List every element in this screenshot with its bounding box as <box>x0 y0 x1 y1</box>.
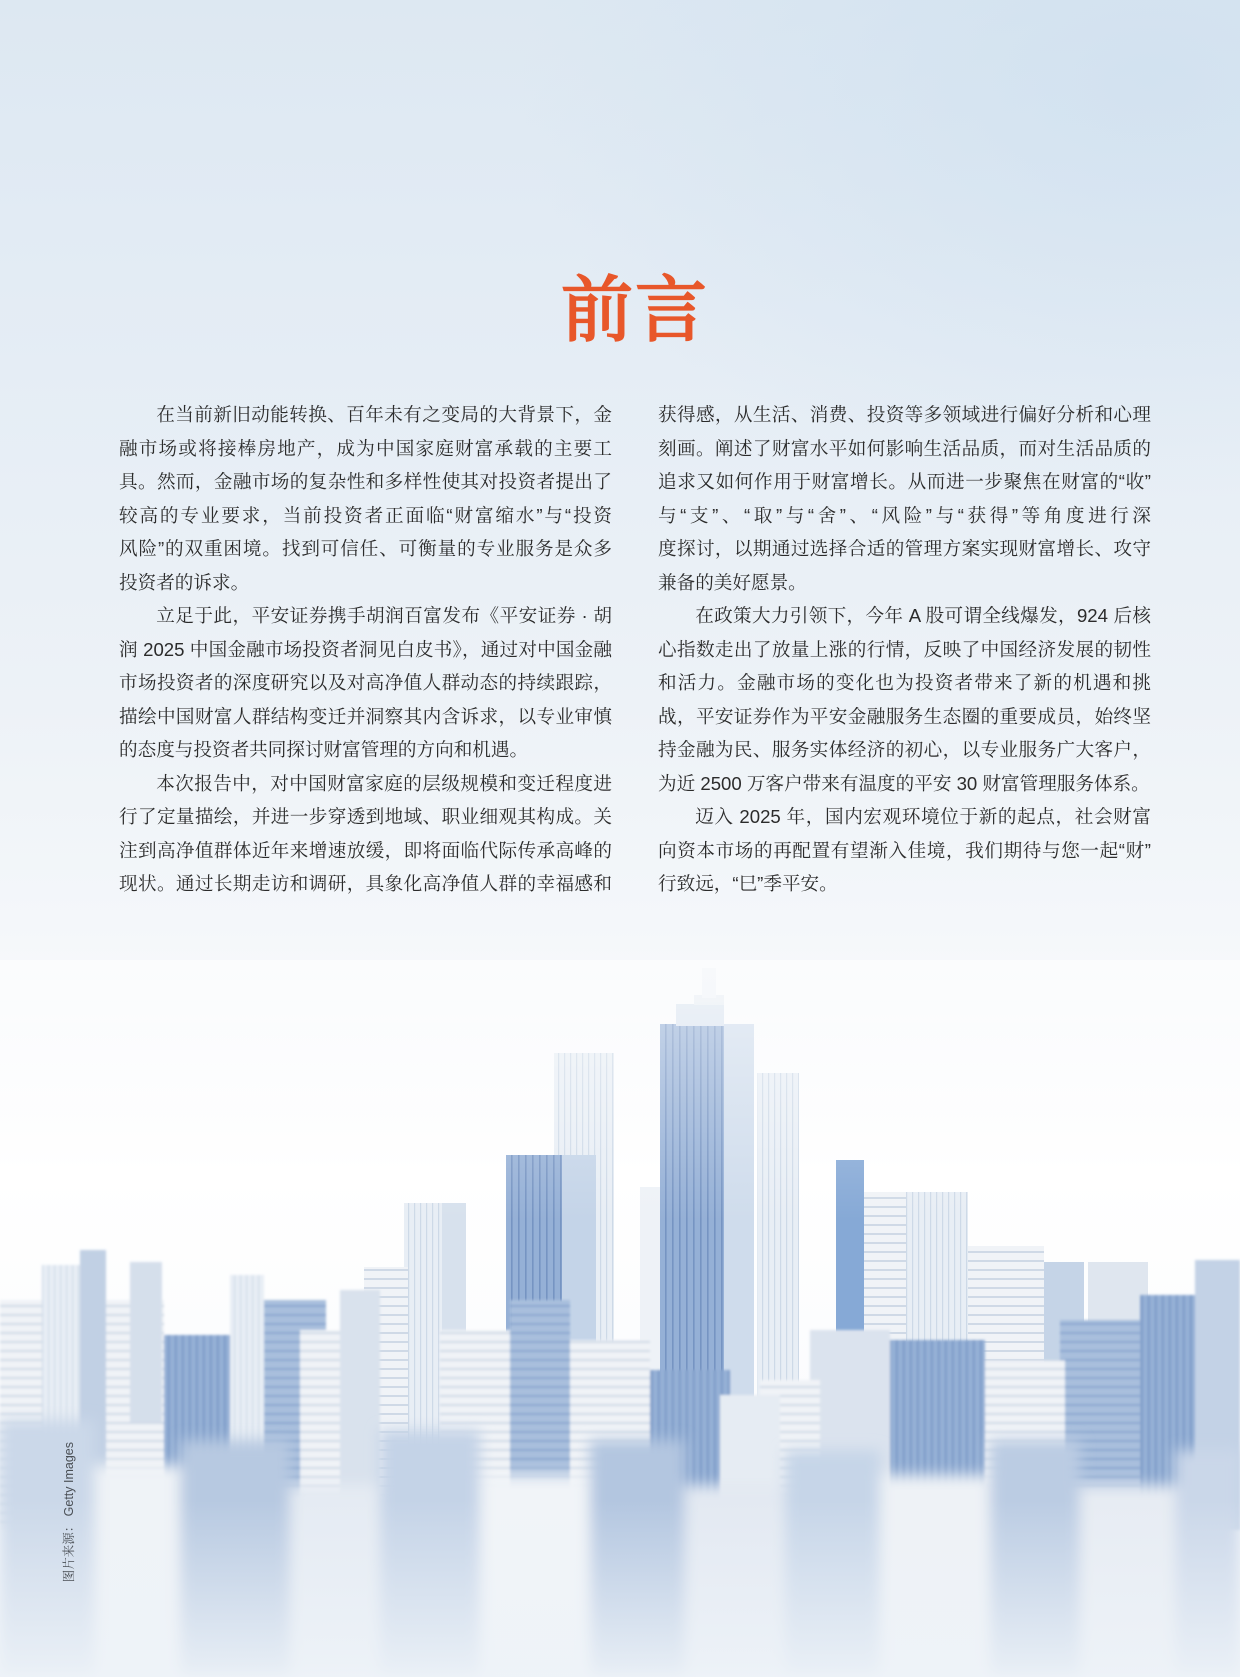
text-line: 获得感，从生活、消费、投资等多领域进行偏好分析和心理 <box>658 404 1151 425</box>
right-text-column <box>658 398 1151 901</box>
text-line: 较高的专业要求，当前投资者正面临“财富缩水”与“投资 <box>119 504 612 526</box>
text-line: 在当前新旧动能转换、百年未有之变局的大背景下，金 <box>156 404 612 425</box>
text-line: 为近 2500 万客户带来有温度的平安 30 财富管理服务体系。 <box>658 772 1150 794</box>
text-line: 战，平安证券作为平安金融服务生态圈的重要成员，始终坚 <box>658 705 1151 727</box>
text-line: 行致远，“巳”季平安。 <box>658 873 838 894</box>
text-line: 与“支”、“取”与“舍”、“风险”与“获得”等角度进行深 <box>658 504 1151 526</box>
text-line: 的态度与投资者共同探讨财富管理的方向和机遇。 <box>119 739 529 760</box>
text-line: 润 2025 中国金融市场投资者洞见白皮书》，通过对中国金融 <box>119 638 612 660</box>
text-line: 追求又如何作用于财富增长。从而进一步聚焦在财富的“收” <box>658 471 1151 492</box>
text-line: 迈入 2025 年，国内宏观环境位于新的起点，社会财富 <box>695 806 1151 827</box>
text-line: 刻画。阐述了财富水平如何影响生活品质，而对生活品质的 <box>658 437 1151 459</box>
text-line: 立足于此，平安证券携手胡润百富发布《平安证券 · 胡 <box>156 605 612 626</box>
text-line: 现状。通过长期走访和调研，具象化高净值人群的幸福感和 <box>119 873 612 894</box>
image-credit: 图片来源： Getty Images <box>62 1442 76 1583</box>
text-line: 度探讨，以期通过选择合适的管理方案实现财富增长、攻守 <box>658 538 1151 559</box>
text-line: 向资本市场的再配置有望渐入佳境，我们期待与您一起“财” <box>658 839 1151 861</box>
paragraph <box>658 599 1151 800</box>
left-text-column <box>119 398 612 901</box>
text-line: 兼备的美好愿景。 <box>658 571 807 593</box>
text-line: 具。然而，金融市场的复杂性和多样性使其对投资者提出了 <box>119 471 612 492</box>
text-line: 行了定量描绘，并进一步穿透到地域、职业细观其构成。关 <box>119 806 612 827</box>
bottom-fade <box>0 1500 1240 1677</box>
building <box>130 1262 162 1422</box>
paragraph <box>119 398 612 599</box>
text-line: 本次报告中，对中国财富家庭的层级规模和变迁程度进 <box>156 772 612 794</box>
haze <box>0 960 1240 1220</box>
text-line: 心指数走出了放量上涨的行情，反映了中国经济发展的韧性 <box>658 638 1151 660</box>
text-line: 注到高净值群体近年来增速放缓，即将面临代际传承高峰的 <box>119 839 612 861</box>
page-title: 前言 <box>560 268 709 352</box>
text-line: 风险”的双重困境。找到可信任、可衡量的专业服务是众多 <box>119 538 612 559</box>
text-line: 在政策大力引领下，今年 A 股可谓全线爆发，924 后核 <box>695 605 1151 626</box>
text-line: 市场投资者的深度研究以及对高净值人群动态的持续跟踪， <box>119 672 612 693</box>
text-line: 和活力。金融市场的变化也为投资者带来了新的机遇和挑 <box>658 672 1151 693</box>
text-line: 融市场或将接棒房地产，成为中国家庭财富承载的主要工 <box>119 437 612 459</box>
text-line: 持金融为民、服务实体经济的初心，以专业服务广大客户， <box>658 739 1151 760</box>
text-line: 投资者的诉求。 <box>119 571 250 593</box>
paragraph <box>119 767 612 901</box>
paragraph <box>119 599 612 767</box>
paragraph <box>658 398 1151 599</box>
text-line: 描绘中国财富人群结构变迁并洞察其内含诉求，以专业审慎 <box>119 705 612 727</box>
paragraph <box>658 800 1151 901</box>
